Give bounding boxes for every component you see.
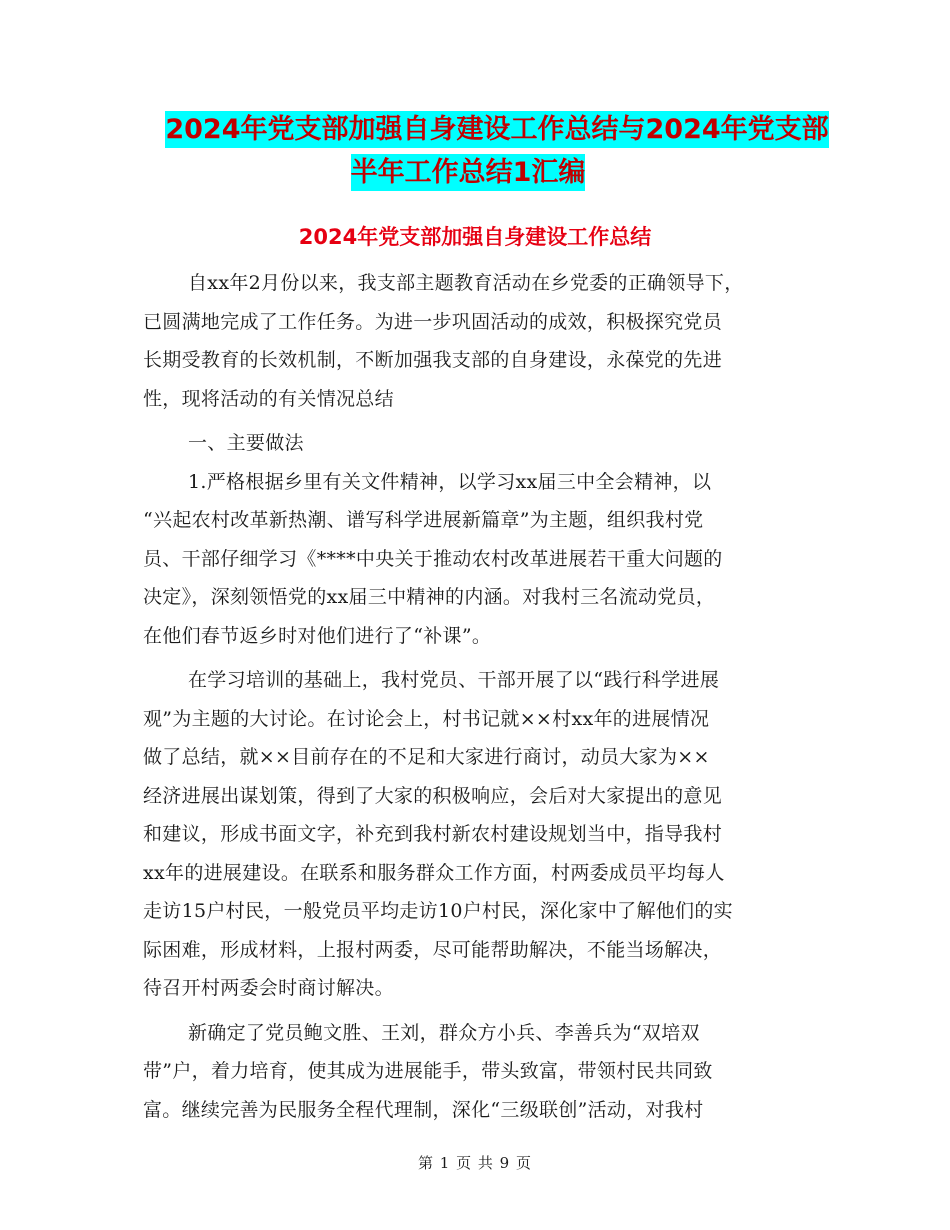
paragraph-line: 在学习培训的基础上，我村党员、干部开展了以“践行科学进展 [188,669,720,691]
paragraph-line: 际困难，形成材料，上报村两委，尽可能帮助解决，不能当场解决， [143,938,723,961]
paragraph-line: xx年的进展建设。在联系和服务群众工作方面，村两委成员平均每人 [143,861,725,884]
heading-line: 一、主要做法 [188,432,304,454]
paragraph-line: 经济进展出谋划策，得到了大家的积极响应，会后对大家提出的意见 [143,784,723,807]
section-title: 2024年党支部加强自身建设工作总结 [298,225,652,249]
paragraph-line: 富。继续完善为民服务全程代理制，深化“三级联创”活动，对我村 [143,1098,704,1121]
paragraph-line: 新确定了党员鲍文胜、王刘，群众方小兵、李善兵为“双培双 [188,1021,700,1044]
paragraph-line: 待召开村两委会时商讨解决。 [143,977,394,999]
paragraph-line: 自xx年2月份以来，我支部主题教育活动在乡党委的正确领导下， [188,272,744,294]
paragraph-line: 性，现将活动的有关情况总结 [143,387,394,410]
paragraph-line: 和建议，形成书面文字，补充到我村新农村建设规划当中，指导我村 [143,823,723,845]
paragraph-line: 带”户，着力培育，使其成为进展能手，带头致富，带领村民共同致 [143,1060,713,1082]
paragraph-line: 在他们春节返乡时对他们进行了“补课”。 [143,624,492,647]
document-body [143,264,813,1129]
paragraph-line: 走访15户村民，一般党员平均走访10户村民，深化家中了解他们的实 [143,900,733,922]
paragraph-line: 1.严格根据乡里有关文件精神，以学习xx届三中全会精神，以 [188,470,712,493]
paragraph-line: 员、干部仔细学习《****中央关于推动农村改革进展若干重大问题的 [143,547,723,570]
document-title-line-1: 2024年党支部加强自身建设工作总结与2024年党支部 [22,112,950,148]
paragraph-line: 决定》，深刻领悟党的xx届三中精神的内涵。对我村三名流动党员， [143,586,716,608]
page-indicator: 第 1 页 共 9 页 [418,1154,532,1172]
paragraph-line: 已圆满地完成了工作任务。为进一步巩固活动的成效，积极探究党员 [143,310,723,333]
paragraph-line: 做了总结，就××目前存在的不足和大家进行商讨，动员大家为×× [143,746,710,768]
paragraph-line: 长期受教育的长效机制，不断加强我支部的自身建设，永葆党的先进 [143,349,723,371]
document-title-line-2: 半年工作总结1汇编 [0,155,943,191]
paragraph-line: “兴起农村改革新热潮、谱写科学进展新篇章”为主题，组织我村党 [143,509,704,531]
paragraph-line: 观”为主题的大讨论。在讨论会上，村书记就××村xx年的进展情况 [143,707,710,730]
